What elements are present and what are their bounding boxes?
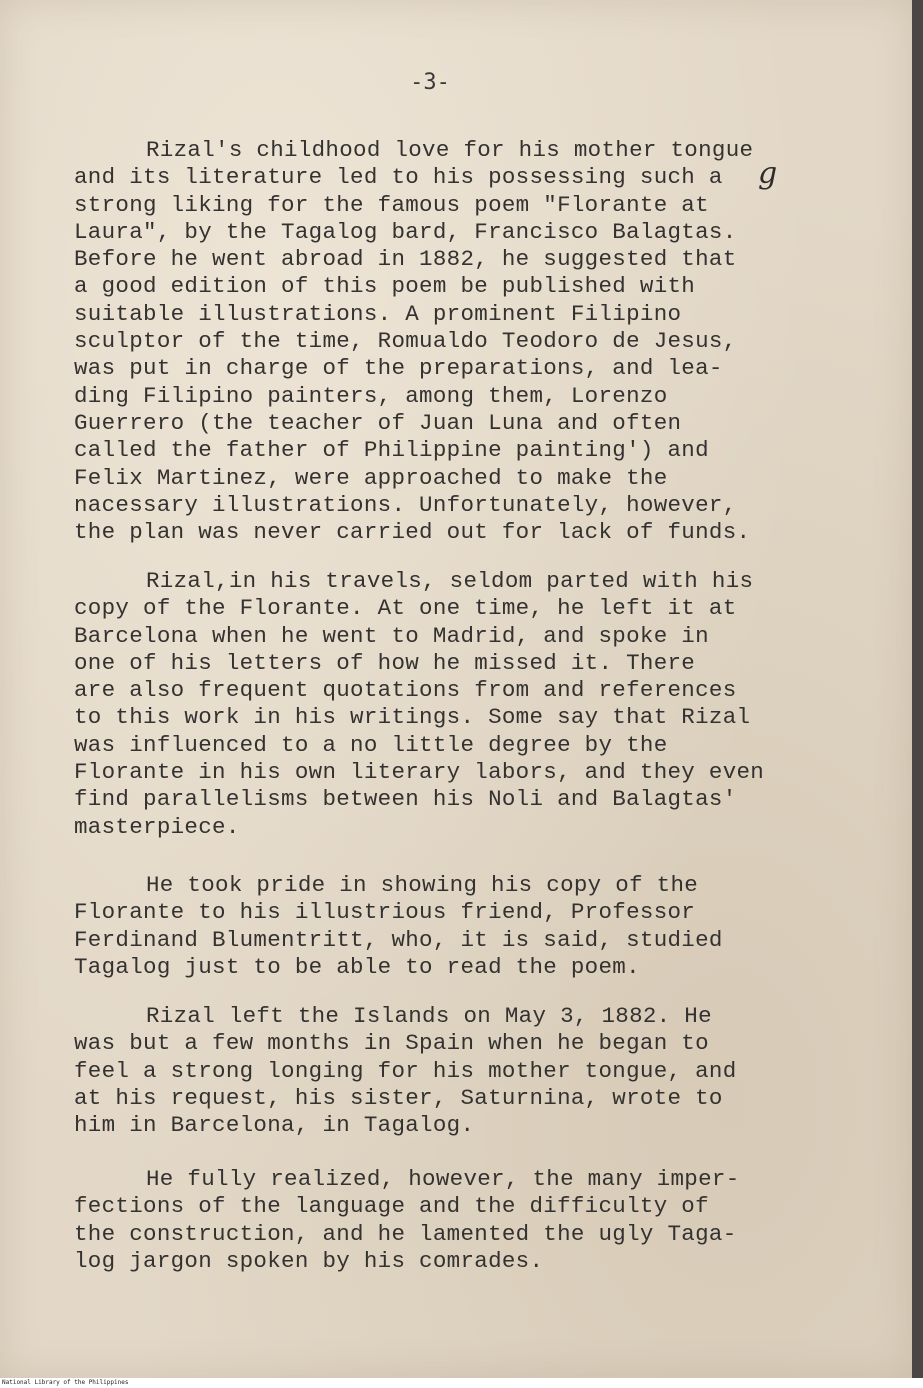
text-line: and its literature led to his possessing such a [74,164,723,191]
text-line: called the father of Philippine painting') and [74,437,709,464]
scan-footer-strip [0,1378,923,1388]
handwritten-mark: g [758,156,778,191]
text-line: ding Filipino painters, among them, Lorenzo [74,382,668,409]
page-number: -3- [410,70,450,95]
text-line: He took pride in showing his copy of the [146,872,699,898]
text-line: was but a few months in Spain when he began to [74,1030,709,1057]
text-line: Rizal left the Islands on May 3, 1882. He [146,1003,712,1029]
text-line: Florante to his illustrious friend, Professor [74,899,696,926]
text-line: Rizal,in his travels, seldom parted with his [146,568,754,594]
paragraph-travels [74,568,764,841]
text-line: one of his letters of how he missed it. There [74,649,696,676]
text-line: was influenced to a no little degree by the [74,731,668,758]
text-line: log jargon spoken by his comrades. [74,1247,544,1274]
text-line: masterpiece. [74,813,240,840]
footer-credit: National Library of the Philippines [2,1379,129,1386]
paragraph-blumentritt [74,872,723,981]
text-line: him in Barcelona, in Tagalog. [74,1112,475,1139]
text-line: at his request, his sister, Saturnina, wrote to [74,1084,723,1111]
text-line: a good edition of this poem be published with [74,273,696,300]
text-line: Guerrero (the teacher of Juan Luna and often [74,409,682,436]
text-line: Rizal's childhood love for his mother tongue [146,137,754,163]
text-line: the construction, and he lamented the ugly Taga- [74,1220,737,1247]
text-line: was put in charge of the preparations, and lea- [74,355,723,382]
text-line: copy of the Florante. At one time, he left it at [74,595,737,622]
text-line: fections of the language and the difficulty of [74,1193,709,1220]
text-line: are also frequent quotations from and references [74,677,737,704]
text-line: Florante in his own literary labors, and they even [74,759,765,786]
text-line: to this work in his writings. Some say that Rizal [74,704,751,731]
text-line: Barcelona when he went to Madrid, and spoke in [74,622,709,649]
text-line: feel a strong longing for his mother tongue, and [74,1057,737,1084]
text-line: He fully realized, however, the many imper- [146,1166,740,1192]
paragraph-imperfections [74,1166,740,1275]
text-line: sculptor of the time, Romualdo Teodoro de Jesus, [74,328,737,355]
text-line: Tagalog just to be able to read the poem. [74,953,640,980]
text-line: suitable illustrations. A prominent Filipino [74,300,682,327]
text-line: find parallelisms between his Noli and Balagtas' [74,786,737,813]
text-line: the plan was never carried out for lack of funds. [74,519,751,546]
paragraph-departure [74,1003,737,1139]
text-line: Felix Martinez, were approached to make the [74,464,668,491]
text-line: Before he went abroad in 1882, he suggested that [74,246,737,273]
text-line: Laura", by the Tagalog bard, Francisco Balagtas. [74,218,737,245]
text-line: nacessary illustrations. Unfortunately, however, [74,491,737,518]
paragraph-florante-liking [74,137,753,546]
text-line: Ferdinand Blumentritt, who, it is said, studied [74,926,723,953]
text-line: strong liking for the famous poem "Florante at [74,191,709,218]
